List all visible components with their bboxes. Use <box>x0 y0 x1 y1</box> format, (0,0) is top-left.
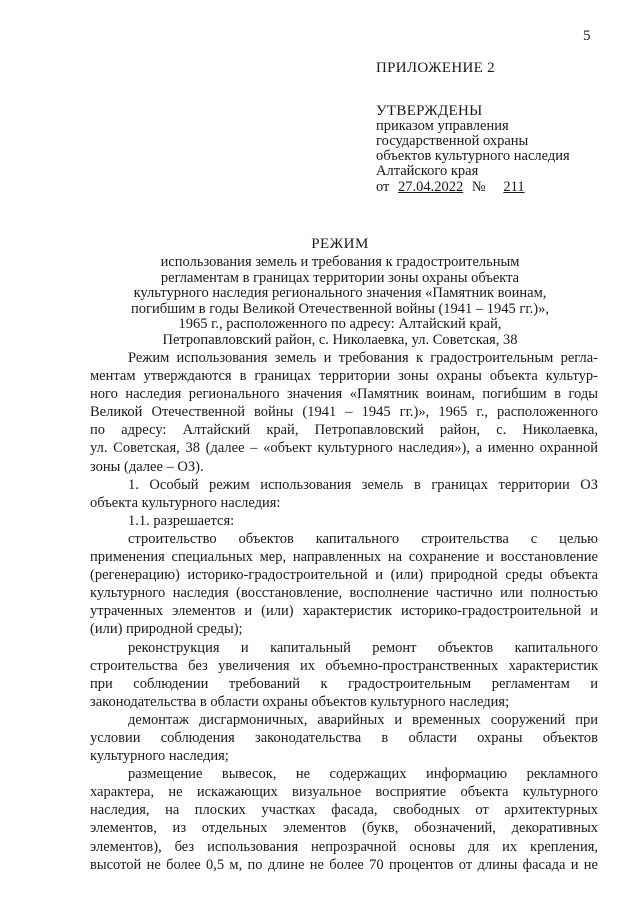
body-line: применения специальных мер, направленных на сохранение и восстановление <box>90 549 598 566</box>
approval-line: Алтайского края <box>376 163 479 179</box>
approval-line: объектов культурного наследия <box>376 148 570 164</box>
body-line: элементов, из отдельных элементов (букв, обозначений, декоративных <box>90 820 598 837</box>
regime-title-block <box>80 235 600 348</box>
body-line: культурного наследия; <box>90 748 229 765</box>
regime-title-line: погибшим в годы Великой Отечественной войны (1941 – 1945 гг.)», <box>130 300 550 317</box>
approval-heading: УТВЕРЖДЕНЫ <box>376 103 483 119</box>
body-line: ул. Советская, 38 (далее – «объект культурного наследия»), а именно охранной <box>90 440 598 457</box>
body-line: законодательства в области охраны объектов культурного наследия; <box>90 693 510 710</box>
body-line: строительства без увеличения их объемно-пространственных характеристик <box>90 657 598 674</box>
body-line: высотой не более 0,5 м, по длине не более 70 процентов от длины фасада и не <box>90 856 598 873</box>
regime-title-line: культурного наследия регионального значения «Памятник воинам, <box>133 285 547 301</box>
body-line: зоны (далее – ОЗ). <box>90 458 204 475</box>
body-line: реконструкция и капитальный ремонт объектов капитального <box>128 639 598 656</box>
regime-title-line: 1965 г., расположенного по адресу: Алтайский край, <box>178 316 502 332</box>
body-line: размещение вывесок, не содержащих информацию рекламного <box>128 766 598 783</box>
regime-title-line: регламентам в границах территории зоны охраны объекта <box>160 269 520 286</box>
approval-block <box>376 60 616 195</box>
body-line: условии соблюдения законодательства в области охраны объектов <box>90 729 598 746</box>
regime-title-line: использования земель и требования к градостроительным <box>160 254 520 270</box>
regime-title-line: Петропавловский район, с. Николаевка, ул. Советская, 38 <box>162 331 518 348</box>
approval-line: государственной охраны <box>376 133 529 149</box>
body-line: культурного наследия (восстановление, восполнение частично или полностью <box>90 585 598 602</box>
approval-date-line <box>376 179 616 195</box>
page-number: 5 <box>583 28 591 44</box>
body-line: ментам утверждаются в границах территории зоны охраны объекта культур- <box>90 368 598 385</box>
body-line: элементов), без использования непрозрачной основы для их крепления, <box>90 838 598 855</box>
body-line: Великой Отечественной войны (1941 – 1945 гг.)», 1965 г., расположенного <box>90 404 598 421</box>
body-line: при соблюдении требований к градостроительным регламентам и <box>90 675 598 692</box>
body-line: утраченных элементов и (или) характеристик историко-градостроительной и <box>90 603 598 620</box>
body-line: характера, не искажающих визуальное восприятие объекта культурного <box>90 784 598 801</box>
body-line: строительство объектов капитального строительства с целью <box>128 530 598 547</box>
body-line: объекта культурного наследия: <box>90 494 281 511</box>
approval-line: приказом управления <box>376 118 509 134</box>
number-sign: № <box>471 179 486 195</box>
regime-title: РЕЖИМ <box>311 236 369 252</box>
date-prefix: от <box>376 179 390 195</box>
body-line: (или) природной среды); <box>90 621 243 638</box>
body-line: 1. Особый режим использования земель в границах территории ОЗ <box>128 476 598 493</box>
body-line: 1.1. разрешается: <box>128 512 235 529</box>
body-line: наследия, на плоских участках фасада, свободных от архитектурных <box>90 802 598 819</box>
body-line: по адресу: Алтайский край, Петропавловский район, с. Николаевка, <box>90 422 598 439</box>
body-line: (регенерацию) историко-градостроительной и (или) природной среды объекта <box>90 567 598 584</box>
body-line: ного наследия регионального значения «Памятник воинам, погибшим в годы <box>90 386 598 403</box>
body-line: Режим использования земель и требования к градостроительным регла- <box>128 350 598 366</box>
approval-date: 27.04.2022 <box>398 179 464 195</box>
body-text <box>90 349 598 874</box>
body-line: демонтаж дисгармоничных, аварийных и временных сооружений при <box>128 711 598 728</box>
approval-number: 211 <box>503 179 525 195</box>
appendix-title: ПРИЛОЖЕНИЕ 2 <box>376 60 495 76</box>
